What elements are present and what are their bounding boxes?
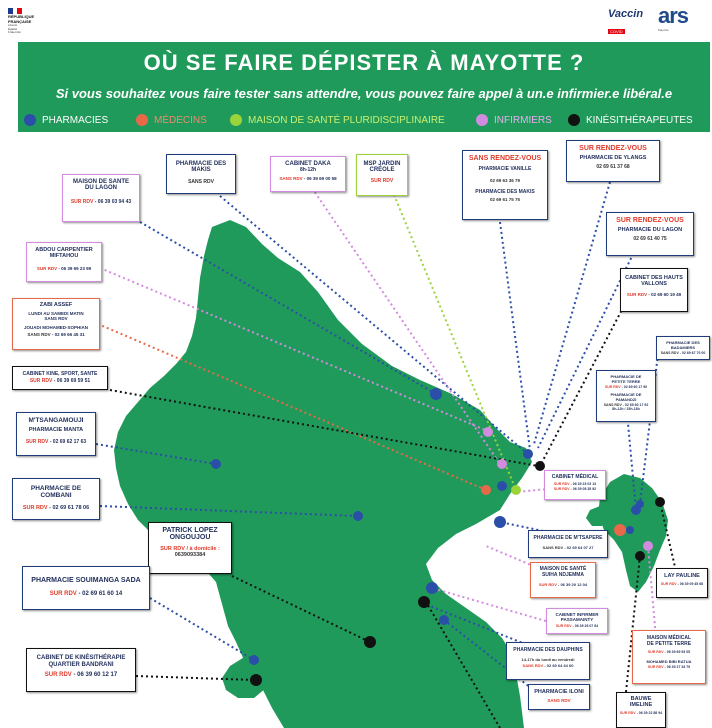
marker-kine-patrick[interactable] [364, 636, 376, 648]
lay-title: LAY PAULINE [664, 573, 700, 579]
top-logo-bar [0, 0, 712, 40]
hauts-vallons-title1: CABINET DES HAUTS [625, 275, 683, 281]
hauts-vallons-phone: 02 69 60 19 49 [651, 292, 682, 297]
kine-sport-title: CABINET KINE, SPORT, SANTE [22, 371, 98, 377]
label-cabinet-daka: CABINET DAKA 8h-12h SANS RDV - 06 39 69 00 58 [270, 156, 346, 192]
mtsapere-rdv: SANS RDV [542, 545, 564, 550]
zabi-phone: 02 69 66 45 31 [54, 332, 85, 337]
lagon-phone: 02 69 61 40 75 [633, 236, 667, 242]
mmpt-title2: DE PETITE TERRE [646, 641, 692, 647]
hauts-vallons-title2: VALLONS [641, 281, 667, 287]
souimanga-title: PHARMACIE SOUIMANGA SADA [31, 577, 141, 584]
maison-sante-dot-icon [230, 114, 242, 126]
abdou-title1: ABDOU CARPENTIER [35, 247, 93, 253]
infirmier-dot-icon [476, 114, 488, 126]
marker-pharmacie-iloni[interactable] [439, 615, 449, 625]
marker-pharmacie-pamandzi[interactable] [626, 526, 634, 534]
marker-pharmacie-makis[interactable] [430, 388, 442, 400]
page-title: OÙ SE FAIRE DÉPISTER À MAYOTTE ? [143, 50, 585, 75]
zabi-line3: SANS RDV [44, 316, 68, 321]
label-bauwe-imeline: BAUWE IMELINE SUR RDV - 06 39 22 88 94 [616, 692, 666, 728]
label-pharmacie-iloni [528, 684, 590, 710]
marker-msp-jardin[interactable] [511, 485, 521, 495]
kine-sport-phone: 06 39 69 59 51 [56, 378, 91, 384]
legend-label-medecins: MÉDECINS [154, 114, 207, 126]
label-pharmacie-souimanga: PHARMACIE SOUIMANGA SADA SUR RDV - 02 69 61 60 14 [22, 566, 150, 610]
badamiers-rdv: SANS RDV [660, 351, 679, 355]
label-cabinet-medical: CABINET MÉDICAL SUR RDV - 06 39 23 03 13 SUR RDV - 06 39 08 35 92 [544, 470, 606, 500]
bandrani-rdv: SUR RDV [44, 672, 72, 678]
page-subtitle: Si vous souhaitez vous faire tester sans attendre, vous pouvez faire appel à un.e infirmier.e libéral.e [55, 86, 673, 101]
mmpt-rdv2: SUR RDV [647, 665, 664, 669]
marker-pharmacie-lagon[interactable] [497, 481, 507, 491]
cabmed-title: CABINET MÉDICAL [551, 474, 599, 480]
vanille-name1: PHARMACIE VANILLE [478, 166, 532, 172]
pharmacie-dot-icon [24, 114, 36, 126]
zabi-title2: JOUADI MOHAMED-SOPHIAN [23, 325, 88, 330]
patrick-rdv: SUR RDV [160, 546, 185, 552]
cabmed-rdv2: SUR RDV [553, 487, 570, 491]
bandrani-title1: CABINET DE KINÉSITHÉRAPIE [36, 655, 126, 661]
badamiers-title1: PHARMACIE DES [666, 340, 700, 345]
vaccin-logo-word: Vaccin [608, 8, 644, 20]
bandrani-title2: QUARTIER BANDRANI [48, 662, 114, 668]
souimanga-phone: 02 69 61 60 14 [82, 591, 123, 597]
suiha-title1: MAISON DE SANTÉ [539, 566, 587, 572]
marker-pharmacie-combani[interactable] [353, 511, 363, 521]
vanille-phone2: 02 69 61 75 75 [489, 197, 521, 202]
ylangs-phone: 02 69 61 37 68 [596, 164, 630, 170]
patrick-extra: / à domicile : [186, 546, 220, 552]
label-zabi-assef: ZABI ASSEF LUNDI AU SAMEDI MATIN SANS RDV JOUADI MOHAMED-SOPHIAN SANS RDV - 02 69 66 45 31 [12, 298, 100, 350]
legend-item-kinesitherapeutes [568, 112, 693, 128]
ars-logo [658, 4, 708, 36]
daka-phone: 06 39 69 00 58 [306, 176, 337, 181]
maison-lagon-title2: DU LAGON [85, 185, 117, 191]
kine-dot-icon [568, 114, 580, 126]
bauwe-phone: 06 39 22 88 94 [638, 711, 663, 715]
vanille-phone1: 02 69 63 36 79 [489, 178, 521, 183]
legend-item-infirmiers [476, 112, 552, 128]
vanille-name2: PHARMACIE DES MAKIS [475, 189, 535, 195]
patrick-title2: ONGOUJOU [169, 534, 211, 541]
abdou-rdv: SUR RDV [36, 266, 58, 271]
marker-infirmier-petite-terre[interactable] [643, 541, 653, 551]
mmpt-rdv1: SUR RDV [647, 650, 664, 654]
passamainty-phone: 06 39 26 07 84 [574, 624, 599, 628]
vanille-heading: SANS RENDEZ-VOUS [468, 155, 542, 162]
passamainty-title1: CABINET INFIRMER [555, 612, 599, 617]
cabmed-phone1: 06 39 23 03 13 [572, 482, 597, 486]
combani-title1: PHARMACIE DE [30, 485, 82, 492]
msp-title1: MSP JARDIN [363, 161, 401, 167]
republique-francaise-logo [8, 8, 48, 36]
kine-sport-rdv: SUR RDV [29, 378, 53, 384]
msp-rdv: SUR RDV [370, 178, 394, 184]
mtsapere-title: PHARMACIE DE M'TSAPERE [533, 535, 603, 541]
label-msp-jardin-creole [356, 154, 408, 196]
passamainty-rdv: SUR RDV [555, 624, 572, 628]
label-petite-terre-pamandzi: PHARMACIE DE PETITE TERRE SUR RDV - 02 69 60 17 90 PHARMACIE DE PAMANDZI SANS RDV - 02 69 60 17 92 8h-12h / 15h-18h [596, 370, 656, 422]
combani-title2: COMBANI [40, 492, 72, 499]
pt-title2: PETITE TERRE [611, 379, 641, 384]
daka-title: CABINET DAKA [285, 161, 331, 167]
makis-title2: MAKIS [191, 167, 211, 173]
pt-title3: PHARMACIE DE [610, 392, 642, 397]
legend-label-pharmacies: PHARMACIES [42, 114, 109, 126]
iloni-title: PHARMACIE ILONI [534, 689, 584, 695]
mmpt-title1: MAISON MÉDICAL [646, 635, 692, 641]
rf-logo-line1: RÉPUBLIQUE [8, 14, 35, 19]
ars-logo-sub: Mayotte [658, 28, 669, 32]
hauts-vallons-rdv: SUR RDV [626, 292, 648, 297]
badamiers-phone: 02 69 67 70 00 [681, 351, 706, 355]
abdou-title2: MIFTAHOU [49, 253, 79, 259]
label-maison-sante-lagon: MAISON DE SANTE DU LAGON SUR RDV - 06 39 03 94 43 [62, 174, 140, 222]
rf-motto-3: Fraternité [8, 30, 21, 34]
vaccin-logo-sub: COVID [610, 29, 623, 34]
mmpt-phone1: 06 39 69 93 05 [666, 650, 691, 654]
lay-phone: 06 39 09 45 68 [679, 582, 704, 586]
pt-rdv2: SANS RDV [603, 403, 622, 407]
legend-item-medecins [136, 112, 207, 128]
label-pharmacie-makis [166, 154, 236, 194]
iloni-rdv: SANS RDV [547, 698, 571, 703]
grande-terre-island [114, 220, 532, 728]
manta-title1: M'TSANGAMOUJI [28, 417, 84, 424]
marker-kine-lay-pauline[interactable] [655, 497, 665, 507]
combani-phone: 02 69 61 78 06 [52, 505, 90, 511]
passamainty-title2: PASSAMAINTY [560, 617, 594, 622]
rf-logo-line2: FRANÇAISE [8, 18, 32, 24]
ars-logo-word: ars [658, 3, 689, 28]
lagon-heading: SUR RENDEZ-VOUS [616, 217, 684, 224]
pt-title1: PHARMACIE DE [610, 374, 642, 379]
label-cabinet-kine-sport: CABINET KINE, SPORT, SANTE SUR RDV - 06 39 69 59 51 [12, 366, 108, 390]
zabi-title1: ZABI ASSEF [39, 302, 73, 308]
label-mtsangamouji-manta: M'TSANGAMOUJI PHARMACIE MANTA SUR RDV - 02 69 62 17 63 [16, 412, 96, 456]
combani-rdv: SUR RDV [22, 505, 48, 511]
label-cabinet-hauts-vallons: CABINET DES HAUTS VALLONS SUR RDV - 02 69 60 19 49 [620, 268, 688, 312]
badamiers-title2: BADAMIERS [670, 345, 696, 350]
mtsapere-phone: 02 69 64 07 27 [566, 545, 594, 550]
medecin-dot-icon [136, 114, 148, 126]
daka-hours: 8h-12h [299, 167, 317, 173]
ylangs-name: PHARMACIE DE YLANGS [579, 155, 647, 161]
label-pharmacie-dauphins: PHARMACIE DES DAUPHINS 14-17h du lundi au vendredi SANS RDV - 02 69 64 64 60 [506, 642, 590, 680]
marker-pharmacie-mtsangamouji[interactable] [211, 459, 221, 469]
rf-motto-2: Égalité [8, 26, 18, 31]
label-pharmacie-mtsapere: PHARMACIE DE M'TSAPERE SANS RDV - 02 69 64 07 27 [528, 530, 608, 558]
manta-phone: 02 69 62 17 63 [52, 439, 87, 445]
label-sans-rdv-vanille-makis [462, 150, 548, 220]
msp-title2: CRÉOLE [369, 167, 395, 173]
cabmed-rdv1: SUR RDV [553, 482, 570, 486]
maison-lagon-title1: MAISON DE SANTE [72, 179, 129, 185]
souimanga-rdv: SUR RDV [49, 591, 77, 597]
label-pharmacie-badamiers: PHARMACIE DES BADAMIERS SANS RDV - 02 69 67 70 00 [656, 336, 710, 360]
marker-pharmacie-dauphins[interactable] [426, 582, 438, 594]
label-maison-medical-petite-terre: MAISON MÉDICAL DE PETITE TERRE SUR RDV - 06 39 69 93 05 MOHAMED BIBI RATUA SUR RDV - 06 39 27 33 79 [632, 630, 706, 684]
manta-rdv: SUR RDV [25, 439, 49, 445]
bauwe-rdv: SUR RDV [619, 711, 636, 715]
maison-lagon-phone: 06 39 03 94 43 [97, 199, 132, 205]
zabi-rdv: SANS RDV [27, 332, 51, 337]
rf-motto-1: Liberté [8, 23, 18, 27]
patrick-title1: PATRICK LOPEZ [162, 527, 218, 534]
legend-label-kinesitherapeutes: KINÉSITHÉRAPEUTES [586, 114, 693, 126]
patrick-phone: 0639093384 [174, 552, 206, 558]
legend [18, 112, 710, 128]
marker-infirmier-abdou[interactable] [497, 459, 507, 469]
maison-lagon-rdv: SUR RDV [70, 199, 94, 205]
suiha-rdv: SUR RDV [538, 582, 557, 587]
marker-medecin-zabi[interactable] [481, 485, 491, 495]
label-maison-sante-suiha: MAISON DE SANTÉ SUIHA NDJEMMA SUR RDV - 06 39 20 12 04 [530, 562, 596, 598]
pt-phone1: 02 69 60 17 90 [623, 385, 648, 389]
suiha-phone: 06 39 20 12 04 [560, 582, 588, 587]
label-lay-pauline: LAY PAULINE SUR RDV - 06 39 09 45 68 [656, 568, 708, 598]
ylangs-heading: SUR RENDEZ-VOUS [579, 145, 647, 152]
dauphins-title: PHARMACIE DES DAUPHINS [513, 647, 583, 653]
vaccin-covid-logo [608, 8, 654, 34]
marker-kine-bauwe[interactable] [418, 596, 430, 608]
bauwe-title1: BAUWE [630, 696, 652, 702]
pt-phone2: 02 69 60 17 92 [624, 403, 649, 407]
mmpt-phone2: 06 39 27 33 79 [666, 665, 691, 669]
pt-hours: 8h-12h / 15h-18h [612, 407, 640, 411]
pt-rdv1: SUR RDV [604, 385, 621, 389]
dauphins-hours: 14-17h du lundi au vendredi [521, 657, 575, 662]
legend-item-pharmacies [24, 112, 108, 128]
marker-infirmier-daka[interactable] [483, 427, 493, 437]
map-area [0, 132, 712, 728]
abdou-phone: 06 39 69 23 99 [61, 266, 92, 271]
makis-title1: PHARMACIE DES [175, 161, 227, 167]
marker-kine-petite-terre[interactable] [635, 551, 645, 561]
label-sur-rdv-ylangs [566, 140, 660, 182]
cabmed-phone2: 06 39 08 35 92 [572, 487, 597, 491]
marker-kine-bandrani[interactable] [250, 674, 262, 686]
lay-rdv: SUR RDV [660, 582, 677, 586]
dauphins-rdv: SANS RDV [522, 663, 544, 668]
lagon-name: PHARMACIE DU LAGON [617, 227, 683, 233]
marker-pharmacie-vanille[interactable] [523, 449, 533, 459]
legend-item-maison-sante [230, 112, 445, 128]
dauphins-phone: 02 69 64 64 60 [546, 663, 574, 668]
label-pharmacie-combani: PHARMACIE DE COMBANI SUR RDV - 02 69 61 78 06 [12, 478, 100, 520]
title-banner [18, 42, 710, 132]
mmpt-name: MOHAMED BIBI RATUA [646, 659, 692, 664]
label-cabinet-passamainty: CABINET INFIRMER PASSAMAINTY SUR RDV - 06 39 26 07 84 [546, 608, 608, 634]
bandrani-phone: 06 39 60 12 17 [77, 672, 118, 678]
daka-rdv: SANS RDV [279, 176, 303, 181]
marker-pharmacie-badamiers[interactable] [636, 500, 644, 508]
bauwe-title2: IMELINE [629, 702, 653, 708]
legend-label-infirmiers: INFIRMIERS [494, 114, 552, 126]
makis-rdv: SANS RDV [188, 179, 214, 185]
label-cabinet-kine-bandrani: CABINET DE KINÉSITHÉRAPIE QUARTIER BANDRANI SUR RDV - 06 39 60 12 17 [26, 648, 136, 692]
marker-pharmacie-mtsapere[interactable] [494, 516, 506, 528]
pt-title4: PAMANDZI [615, 397, 637, 402]
marker-medecin-mm-petite-terre[interactable] [614, 524, 626, 536]
label-patrick-lopez [148, 522, 232, 574]
label-sur-rdv-lagon [606, 212, 694, 256]
marker-pharmacie-souimanga[interactable] [249, 655, 259, 665]
manta-title2: PHARMACIE MANTA [28, 427, 84, 433]
label-abdou-carpentier: ABDOU CARPENTIER MIFTAHOU SUR RDV - 06 39 69 23 99 [26, 242, 102, 282]
zabi-line2: LUNDI AU SAMEDI MATIN [28, 311, 84, 316]
legend-label-maison-sante: MAISON DE SANTÉ PLURIDISCIPLINAIRE [248, 114, 445, 126]
suiha-title2: SUIHA NDJEMMA [541, 572, 585, 578]
